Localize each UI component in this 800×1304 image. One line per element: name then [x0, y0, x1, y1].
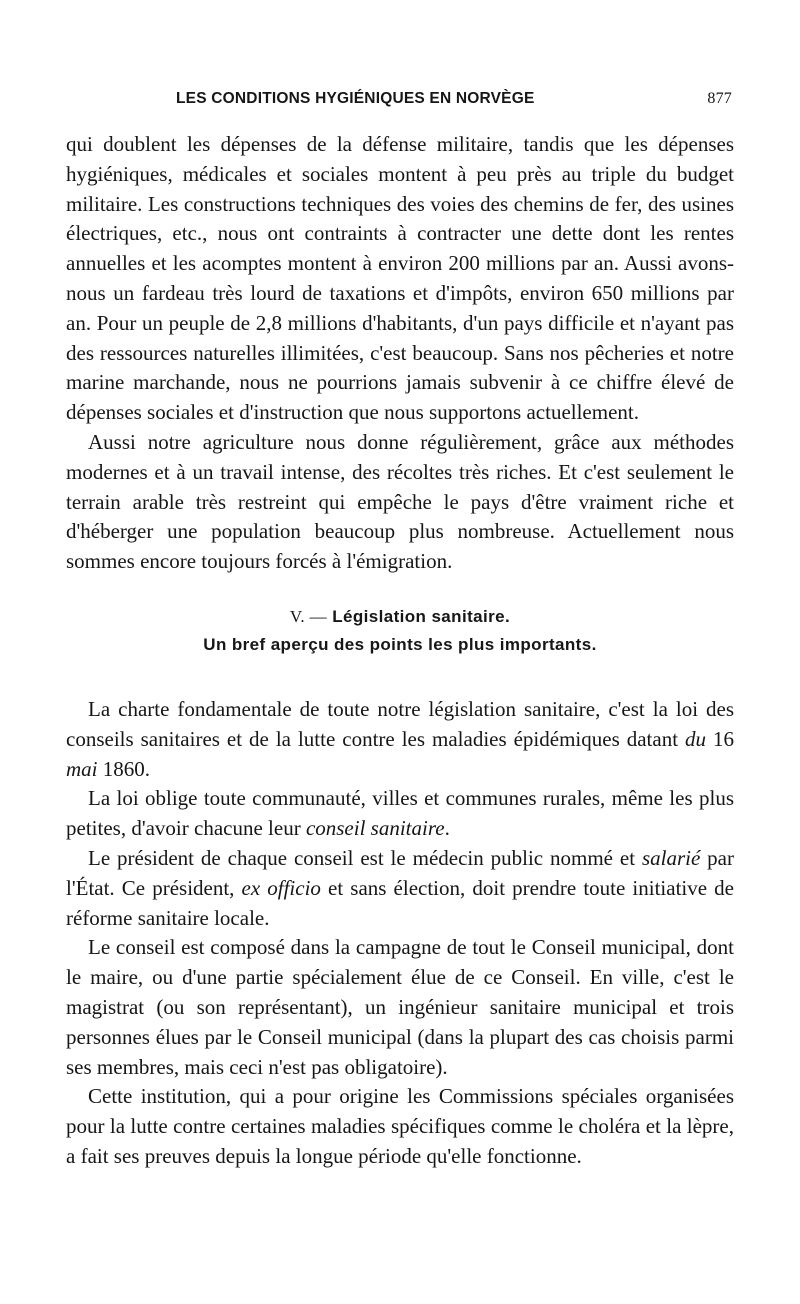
section-title: Législation sanitaire.: [332, 606, 511, 626]
text-run: 16: [706, 726, 734, 751]
italic-run: mai: [66, 756, 98, 781]
paragraph: [66, 695, 734, 784]
page-number: 877: [707, 90, 732, 107]
text-run: La charte fondamentale de toute notre législation sanitaire, c'est la loi des conseils sanitaires et de la lutte contre les maladies épidémiques datant: [66, 696, 734, 751]
running-title: LES CONDITIONS HYGIÉNIQUES EN NORVÈGE: [176, 90, 535, 107]
section-subtitle: Un bref aperçu des points les plus importants.: [203, 634, 597, 654]
paragraph: Le conseil est composé dans la campagne de tout le Conseil municipal, dont le maire, ou d'une partie spécialement élue de ce Conseil. En ville, c'est le magistrat (ou son représentant), un ingénieur sanitaire municipal et trois personnes élues par le Conseil municipal (dans la plupart des cas choisis parmi ses membres, mais ceci n'est pas obligatoire).: [66, 935, 734, 1079]
paragraph: [66, 784, 734, 844]
text-run: La loi oblige toute communauté, villes et communes rurales, même les plus petites, d'avoir chacune leur: [66, 786, 734, 841]
text-run: par l'État. Ce président,: [66, 845, 734, 900]
text-run: .: [444, 816, 450, 841]
paragraph: Aussi notre agriculture nous donne régulièrement, grâce aux méthodes modernes et à un travail intense, des récoltes très riches. Et c'est seulement le terrain arable très restreint qui empêche le pays d'être vraiment riche et d'héberger une population beaucoup plus nombreuse. Actuellement nous sommes encore toujours forcés à l'émigration.: [66, 429, 734, 574]
page-body: [66, 130, 734, 1172]
section-title-line: [66, 603, 734, 631]
section-heading: [66, 603, 734, 659]
text-run: et sans élection, doit prendre toute initiative de réforme sanitaire locale.: [66, 875, 734, 930]
italic-run: du: [685, 726, 707, 751]
italic-run: conseil sanitaire: [305, 816, 445, 841]
running-header: [66, 86, 734, 116]
italic-run: ex officio: [241, 875, 321, 900]
paragraph: Cette institution, qui a pour origine les Commissions spéciales organisées pour la lutte contre certaines maladies spécifiques comme le choléra et la lèpre, a fait ses preuves depuis la longue période qu'elle fonctionne.: [66, 1084, 734, 1168]
italic-run: salarié: [641, 845, 701, 870]
paragraph: qui doublent les dépenses de la défense militaire, tandis que les dépenses hygiéniques, médicales et sociales montent à peu près au triple du budget militaire. Les constructions techniques des voies des chemins de fer, des usines électriques, etc., nous ont contraints à contracter une dette dont les rentes annuelles et les acomptes montent à environ 200 millions par an. Aussi avons-nous un fardeau très lourd de taxations et d'impôts, environ 650 millions par an. Pour un peuple de 2,8 millions d'habitants, d'un pays difficile et n'ayant pas des ressources naturelles illimitées, c'est beaucoup. Sans nos pêcheries et notre marine marchande, nous ne pourrions jamais subvenir à ce chiffre élevé de dépenses sociales et d'instruction que nous supportons actuellement.: [66, 132, 734, 425]
book-page: [66, 86, 734, 1172]
text-run: Le président de chaque conseil est le médecin public nommé et: [88, 845, 642, 870]
paragraph: [66, 844, 734, 933]
text-run: 1860.: [97, 756, 150, 781]
section-number: V. —: [289, 606, 328, 626]
